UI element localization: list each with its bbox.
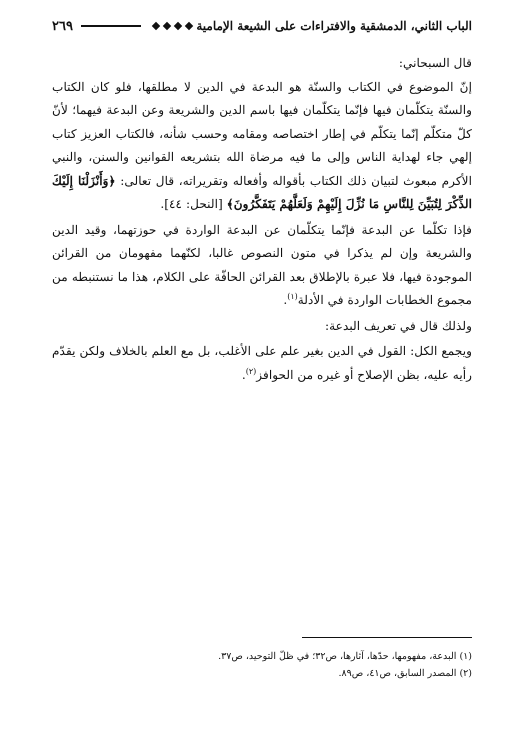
paragraph-4: [52, 340, 472, 387]
footnote-mark-1[interactable]: (١): [287, 291, 298, 301]
paragraph-1-text: إنّ الموضوع في الكتاب والسنّة هو البدعة في الدين لا مطلقها، فلو كان الكتاب والسنّة يتكلّمان فيها فإنّما يتكلّمان فيها باسم الدين والشريعة وعن البدعة فيهما؛ لأنّ كلّ متكلّم إنّما يتكلّم في إطار اختصاصه ومقامه وحسب شأنه، فالكتاب العزيز كتاب إلهي جاء لهداية الناس وإلى ما فيه مرضاة الله بتشريعه القوانين والسنن، والنبي الأكرم مبعوث لتبيان ذلك الكتاب بأقواله وأفعاله وتقريراته، قال تعالى:: [52, 79, 472, 188]
header-title: الباب الثاني، الدمشقية والافتراءات على الشيعة الإمامية: [196, 19, 472, 33]
main-text: [52, 50, 472, 389]
paragraph-1: [52, 76, 472, 217]
footnote-divider: [302, 637, 472, 638]
running-header: [52, 14, 472, 38]
ornament-diamond: [174, 22, 182, 30]
ornament-diamond: [185, 22, 193, 30]
paragraph-4-text: ويجمع الكل: القول في الدين بغير علم على الأغلب، بل مع العلم بالخلاف ولكن يقدّم رأيه عليه، بظن الإصلاح أو غيره من الحوافز: [52, 344, 472, 382]
paragraph-intro: قال السبحاني:: [398, 56, 472, 70]
quran-reference: [النحل: ٤٤].: [160, 197, 223, 211]
header-ornament: [153, 23, 192, 29]
page-number: ٢٦٩: [52, 18, 73, 34]
ornament-diamond: [152, 22, 160, 30]
paragraph-2-end: .: [283, 293, 288, 307]
paragraph-4-end: .: [241, 367, 246, 382]
ornament-diamond: [163, 22, 171, 30]
paragraph-2-text: فإذا تكلّما عن البدعة فإنّما يتكلّمان عن البدعة الواردة في حوزتهما، وقيد الدين والشريعة وإن لم يذكرا في متون النصوص غالبا، لكنّهما مفهومان من القرائن الموجودة فيها، فلا عبرة بالإطلاق بعد القرائن الحافّة على الكلام، هذا ما نستنبطه من مجموع الخطابات الواردة في الأدلة: [52, 222, 472, 307]
footnote-2: (٢) المصدر السابق، ص٤١، ص٨٩.: [338, 668, 472, 679]
footnote-mark-2[interactable]: (٢): [245, 366, 257, 376]
paragraph-2: [52, 219, 472, 313]
footnote-1: (١) البدعة، مفهومها، حدّها، آثارها، ص٣٢؛ في ظلّ التوحيد، ص٣٧.: [218, 651, 472, 662]
quran-verse: ﴿وَأَنْزَلْنَا إِلَيْكَ الذِّكْرَ لِتُبَيِّنَ لِلنَّاسِ مَا نُزِّلَ إِلَيْهِمْ وَلَعَلَّهُمْ يَتَفَكَّرُونَ﴾: [52, 173, 472, 211]
paragraph-3: ولذلك قال في تعريف البدعة:: [325, 318, 472, 333]
footnotes: [52, 648, 472, 682]
header-rule: [81, 25, 141, 27]
